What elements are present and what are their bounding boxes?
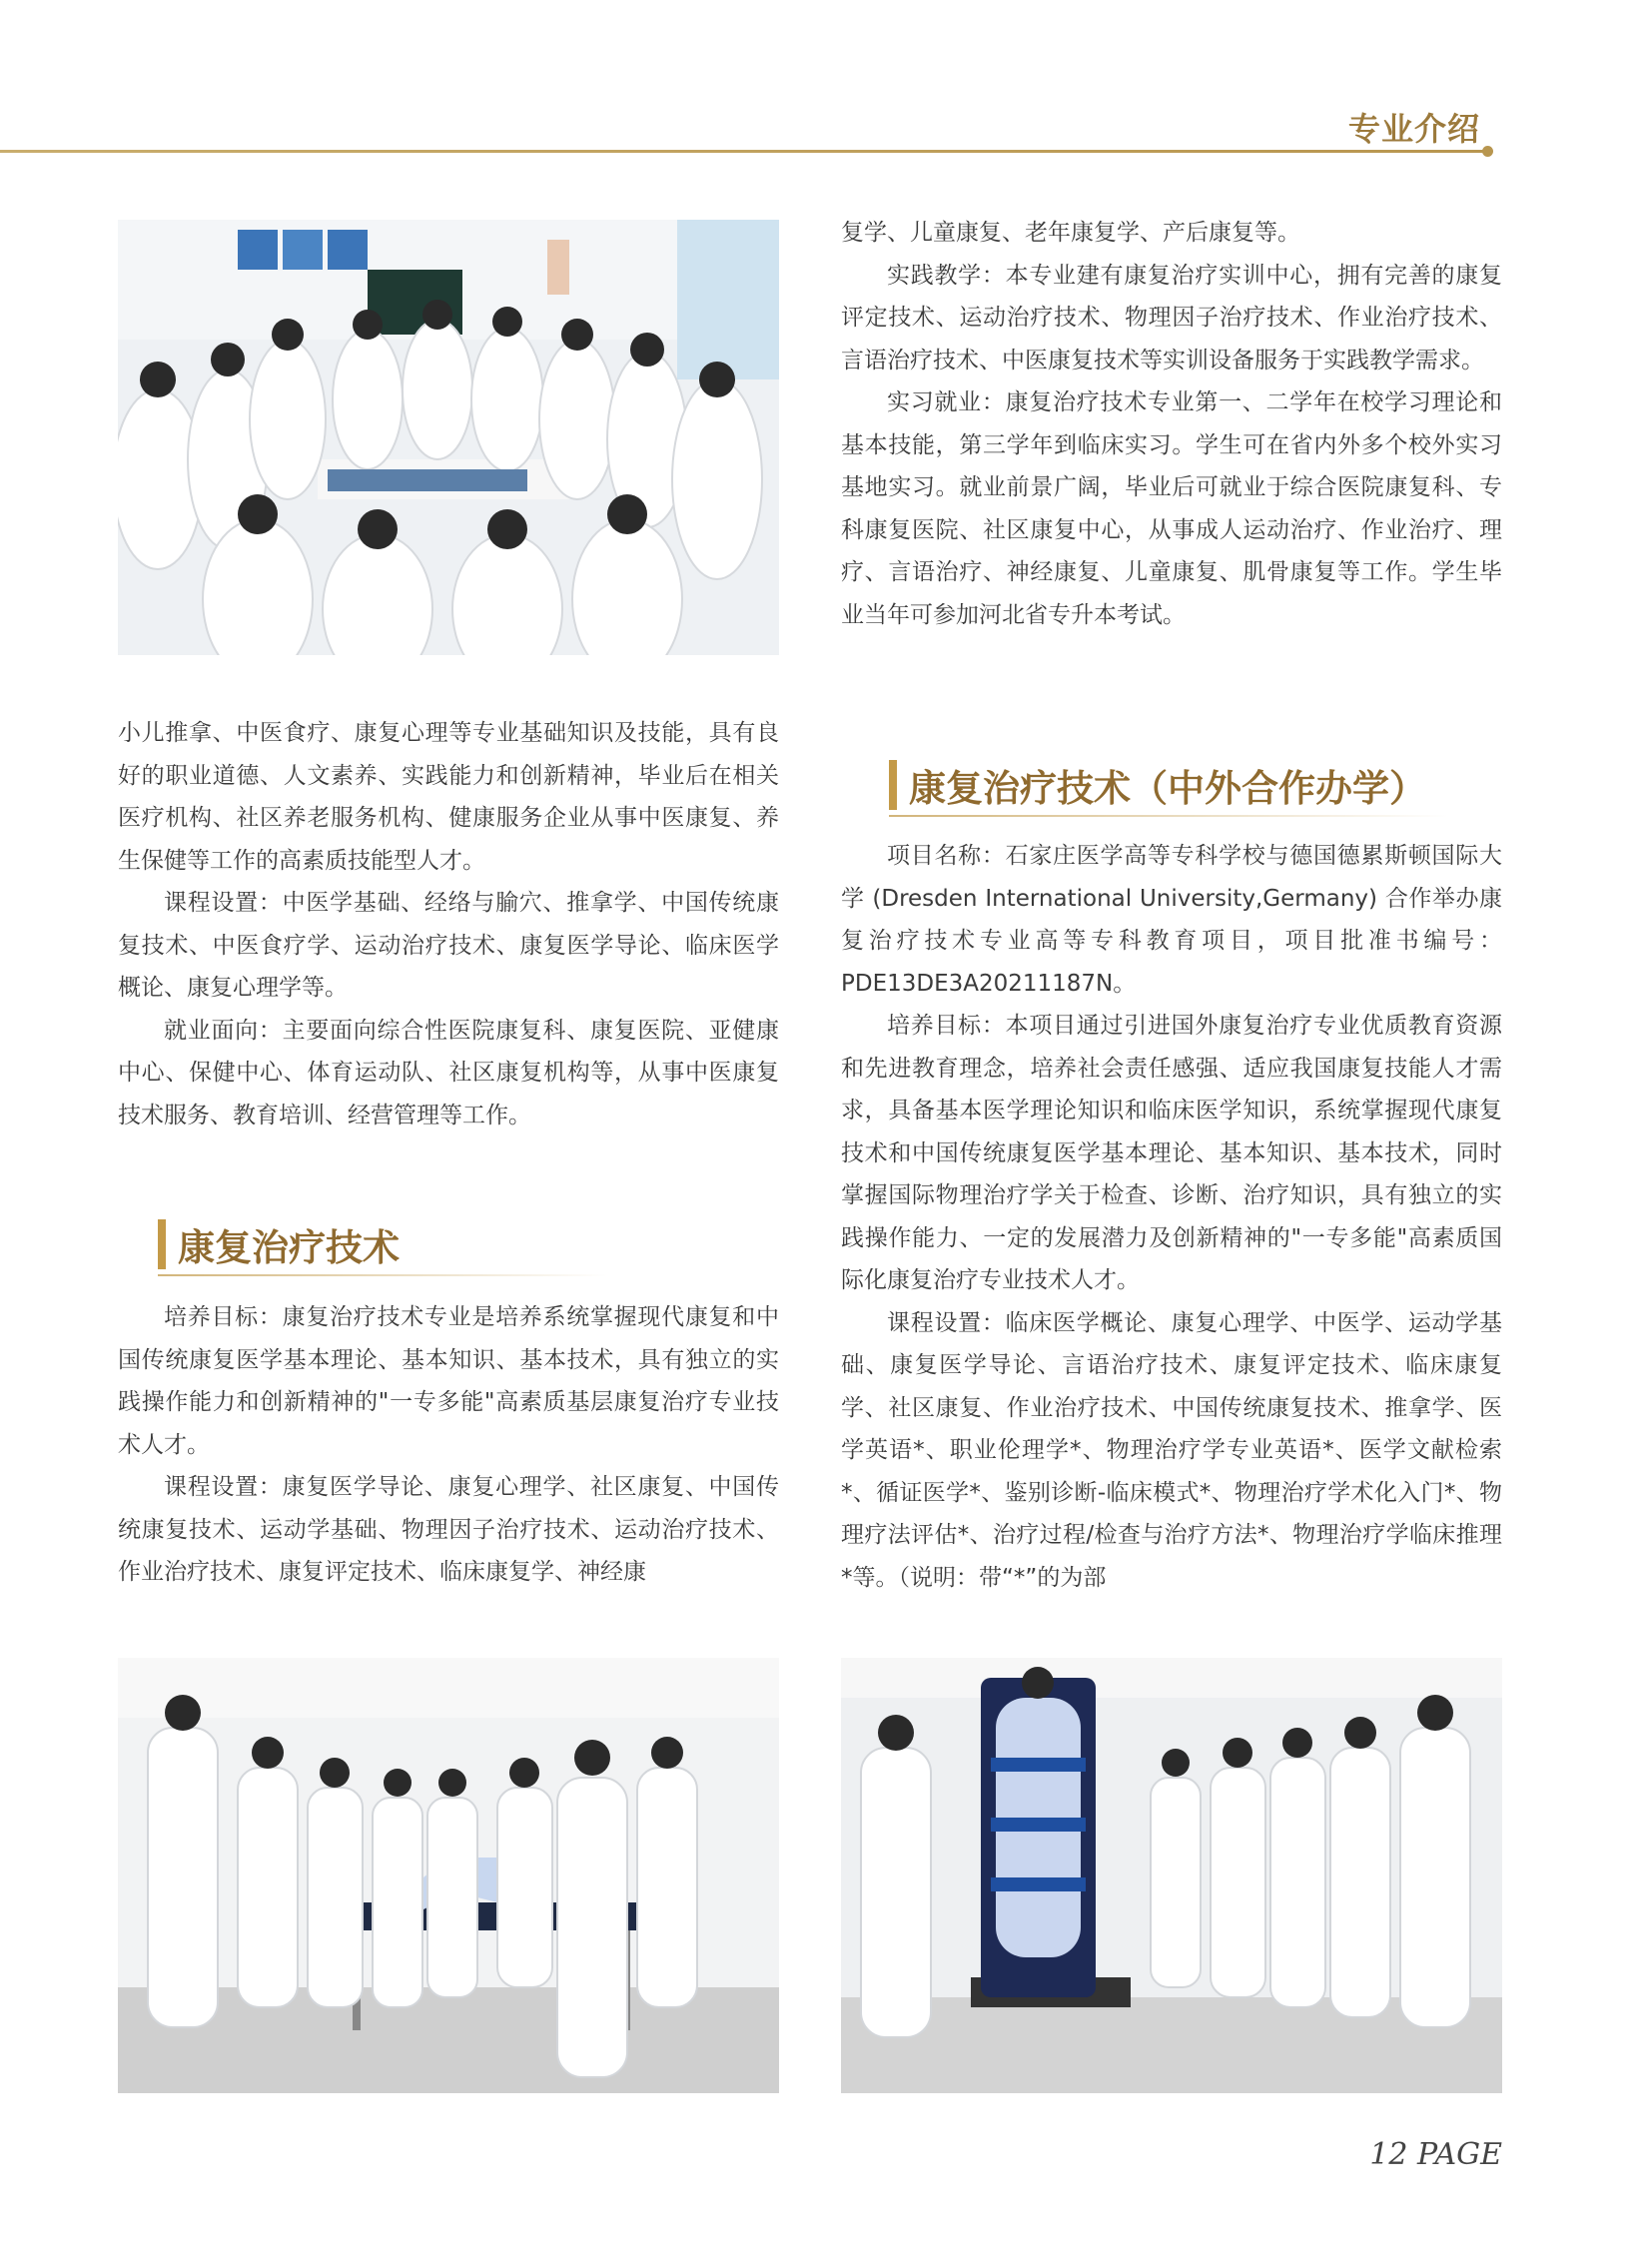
left-column-top-text [118, 712, 779, 1136]
header-rule-dot [1482, 146, 1493, 157]
paragraph: 实习就业：康复治疗技术专业第一、二学年在校学习理论和基本技能，第三学年到临床实习。学生可在省内外多个校外实习基地实习。就业前景广阔，毕业后可就业于综合医院康复科、专科康复医院、社区康复中心，从事成人运动治疗、作业治疗、理疗、言语治疗、神经康复、儿童康复、肌骨康复等工作。学生毕业当年可参加河北省专升本考试。 [841, 389, 1502, 628]
section-title-underline [889, 815, 1448, 817]
paragraph: 小儿推拿、中医食疗、康复心理等专业基础知识及技能，具有良好的职业道德、人文素养、实践能力和创新精神，毕业后在相关医疗机构、社区养老服务机构、健康服务企业从事中医康复、养生保健等工作的高素质技能型人才。 [118, 720, 779, 874]
header-rule [0, 150, 1488, 153]
paragraph: 课程设置：临床医学概论、康复心理学、中医学、运动学基础、康复医学导论、言语治疗技术、康复评定技术、临床康复学、社区康复、作业治疗技术、中国传统康复技术、推拿学、医学英语*、职业伦理学*、物理治疗学专业英语*、医学文献检索*、循证医学*、鉴别诊断-临床模式*、物理治疗学术化入门*、物理疗法评估*、治疗过程/检查与治疗方法*、物理治疗学临床推理*等。（说明：带“*”的为部 [841, 1309, 1502, 1591]
section-title-bar [158, 1219, 166, 1269]
paragraph: 培养目标：本项目通过引进国外康复治疗专业优质教育资源和先进教育理念，培养社会责任感强、适应我国康复技能人才需求，具备基本医学理论知识和临床医学知识，系统掌握现代康复技术和中国传统康复医学基本理论、基本知识、基本技术，同时掌握国际物理治疗学关于检查、诊断、治疗知识，具有独立的实践操作能力、一定的发展潜力及创新精神的"一专多能"高素质国际化康复治疗专业技术人才。 [841, 1013, 1502, 1293]
section-title-intl [889, 755, 1426, 815]
section-title-bar [889, 760, 897, 810]
intl-section-text [841, 835, 1502, 1599]
section-title-rehab [158, 1214, 400, 1274]
paragraph: 项目名称：石家庄医学高等专科学校与德国德累斯顿国际大学 (Dresden International University,Germany) 合作举办康复治疗技术专业高等专科教育项目，项目批准书编号：PDE13DE3A20211187N。 [841, 843, 1502, 997]
section-title-text: 康复治疗技术（中外合作办学） [909, 767, 1426, 810]
header-section-title: 专业介绍 [1348, 110, 1481, 148]
classroom-photo [118, 220, 779, 655]
rehab-section-text [118, 1296, 779, 1594]
paragraph: 课程设置：中医学基础、经络与腧穴、推拿学、中国传统康复技术、中医食疗学、运动治疗技术、康复医学导论、临床医学概论、康复心理学等。 [118, 890, 779, 1001]
paragraph: 复学、儿童康复、老年康复学、产后康复等。 [841, 220, 1300, 246]
tilt-table-photo [841, 1658, 1502, 2093]
paragraph: 课程设置：康复医学导论、康复心理学、社区康复、中国传统康复技术、运动学基础、物理因子治疗技术、运动治疗技术、作业治疗技术、康复评定技术、临床康复学、神经康 [118, 1474, 779, 1585]
section-title-underline [158, 1274, 607, 1276]
paragraph: 实践教学：本专业建有康复治疗实训中心，拥有完善的康复评定技术、运动治疗技术、物理因子治疗技术、作业治疗技术、言语治疗技术、中医康复技术等实训设备服务于实践教学需求。 [841, 262, 1502, 374]
training-photo [118, 1658, 779, 2093]
paragraph: 培养目标：康复治疗技术专业是培养系统掌握现代康复和中国传统康复医学基本理论、基本知识、基本技术，具有独立的实践操作能力和创新精神的"一专多能"高素质基层康复治疗专业技术人才。 [118, 1304, 779, 1458]
right-column-top-text [841, 212, 1502, 636]
page-number: 12 PAGE [1369, 2137, 1502, 2172]
paragraph: 就业面向：主要面向综合性医院康复科、康复医院、亚健康中心、保健中心、体育运动队、社区康复机构等，从事中医康复技术服务、教育培训、经营管理等工作。 [118, 1017, 779, 1128]
section-title-text: 康复治疗技术 [178, 1226, 400, 1269]
